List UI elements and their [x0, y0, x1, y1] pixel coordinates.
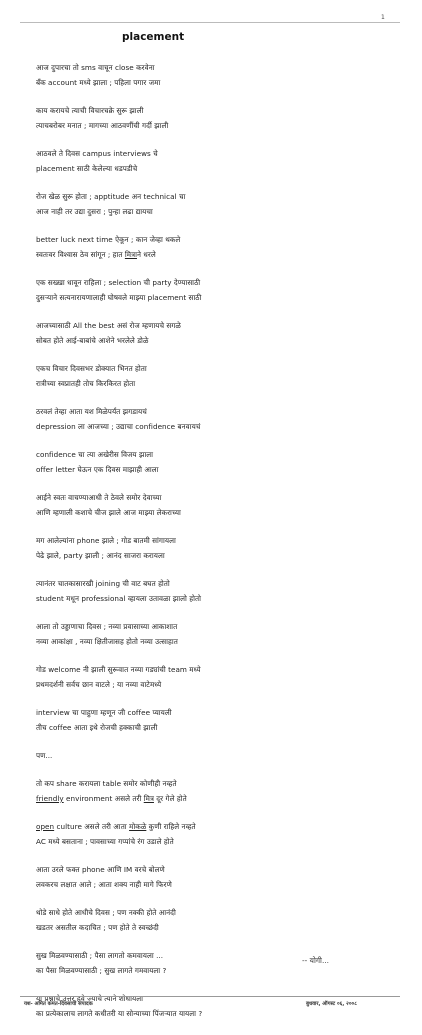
poem-line: थोडे साधे होते आधीचे दिवस ; पण नक्की होते आनंदी: [36, 907, 176, 917]
poem-line: बँक account मध्ये झाला ; पहिला पगार जमा: [36, 77, 161, 87]
poem-line: त्यानंतर चातकासारखी joining ची वाट बघत होतो: [36, 578, 170, 588]
poem-line: लवकरच लक्षात आले ; आता शक्य नाही मागे फिरणे: [36, 879, 172, 889]
poem-line: सुख मिळवण्यासाठी ; पैसा लागतो कमवायला ...: [36, 950, 164, 960]
poem-line: खडतर असतील कदाचित ; पण होते ते स्वच्छंदी: [36, 922, 159, 932]
stanza: [36, 61, 386, 91]
top-divider: [20, 22, 400, 23]
stanza: [36, 276, 386, 306]
page-number: 1: [381, 14, 385, 21]
stanza: [36, 863, 386, 893]
stanza: [36, 820, 386, 850]
poem-line: नव्या आकांक्षा , नव्या क्षितीजासह होतो नव्या उत्साहात: [36, 636, 178, 646]
stanza: [36, 147, 386, 177]
poem-line: आज दुपारचा तो sms वाचून close करवेना: [36, 63, 155, 72]
footer-date: बुधवार, ऑगस्ट ०६, २००८: [306, 1001, 357, 1007]
stanza: [36, 777, 386, 807]
stanza: [36, 749, 386, 764]
poem-line: एक सख्खा धावून राहिला ; selection ची party देण्यासाठी: [36, 277, 201, 287]
poem-line: आईने स्वतः वाचण्याआधी ते ठेवले समोर देवाच्या: [36, 492, 162, 502]
stanza: [36, 233, 386, 263]
poem-line: confidence चा त्या अखेरीस विजय झाला: [36, 449, 154, 459]
poem-line: offer letter घेऊन एक दिवस माझाही आला: [36, 464, 159, 474]
stanza: [36, 319, 386, 349]
stanza: [36, 620, 386, 650]
poem-line: आठवले ते दिवस campus interviews चे: [36, 148, 158, 158]
poem-line: आजच्यासाठी All the best असं रोज म्हणायचे सगळे: [36, 320, 181, 330]
poem-line: स्वतःवर विश्वास ठेव सांगून ; हात मित्राने धरले: [36, 249, 156, 259]
poem-line: रोज खेळ सुरू होता ; apptitude अन technical चा: [36, 191, 186, 201]
stanza: [36, 534, 386, 564]
stanza: [36, 448, 386, 478]
poem-line: या प्रश्नाचे उत्तर हवे ज्याचे त्याने शोधायला: [36, 993, 143, 1003]
author-signature: -- योगी...: [302, 956, 330, 965]
poem-line: आज नाही तर उद्या दुसरा ; पुन्हा लढा द्यायचा: [36, 206, 153, 216]
stanza: [36, 577, 386, 607]
poem-line: गोड welcome नी झाली सुरूवात नव्या गड्यांची team मध्ये: [36, 664, 201, 674]
poem-line: ठरवलं तेव्हा आता यश मिळेपर्यंत झगडायचं: [36, 406, 147, 416]
poem-line: आता उरले फक्त phone आणि IM वरचे बोलणे: [36, 864, 165, 874]
poem-line: depression ला आजच्या ; उद्याचा confidence बनवायचं: [36, 421, 201, 431]
poem-line: मग आलेल्यांना phone झाले ; गोड बातमी सांगायला: [36, 535, 176, 545]
poem-line: तीच coffee आता इथे रोजची हक्काची झाली: [36, 722, 158, 732]
poem-line: रात्रीच्या स्वप्नातही तोच किरकिरत होता: [36, 378, 136, 388]
poem-line: पण...: [36, 750, 53, 760]
stanza: [36, 104, 386, 134]
stanza: [36, 949, 386, 979]
poem-line: student मधून professional व्हायला उतावळा झालो होतो: [36, 593, 201, 603]
poem-line: AC मध्ये बसताना ; पावसाच्या गप्पांचे रंग उडाले होते: [36, 836, 174, 846]
poem-line: placement साठी केलेल्या धडपडीचे: [36, 163, 138, 173]
poem-line: friendly environment असले तरी मित्र दूर गेले होते: [36, 793, 187, 803]
poem-body: [36, 61, 386, 1035]
footer-left-text: यश- अमित कमत-दिवसाची संपादक: [24, 1001, 93, 1007]
poem-title: placement: [122, 31, 185, 43]
poem-line: better luck next time ऐकून ; कान जेव्हा थकले: [36, 234, 181, 244]
stanza: [36, 663, 386, 693]
stanza: [36, 190, 386, 220]
stanza: [36, 405, 386, 435]
poem-line: आणि म्हणाली कशाचे चीज झाले आज माझ्या लेकराच्या: [36, 507, 181, 517]
poem-line: आला तो उड्डाणाचा दिवस ; नव्या प्रवासाच्या आकाशात: [36, 621, 178, 631]
poem-line: दुसऱ्याने सत्यनारायणालाही घोषवले माझ्या placement साठी: [36, 292, 202, 302]
poem-line: एकच विचार दिवसभर डोक्यात भिनत होता: [36, 363, 147, 373]
poem-line: का पैसा मिळवण्यासाठी ; सुख लागते गमवायला ?: [36, 965, 167, 975]
stanza: [36, 906, 386, 936]
stanza: [36, 362, 386, 392]
poem-line: का प्रत्येकालाच लागते कधीतरी या सोन्याच्या पिंजऱ्यात यायला ?: [36, 1008, 203, 1018]
poem-line: सोबत होते आई-बाबांचे आशेने भरलेले डोळे: [36, 335, 149, 345]
poem-line: तो कप share करायला table समोर कोणीही नव्हते: [36, 778, 177, 788]
poem-line: प्रथमदर्शनी सर्वच छान वाटले ; या नव्या वाटेमध्ये: [36, 679, 162, 689]
stanza: [36, 491, 386, 521]
stanza: [36, 706, 386, 736]
poem-line: open culture असले तरी आता मोकळे कुणी राहिले नव्हते: [36, 821, 196, 831]
poem-line: त्याचबरोबर मनात ; मागच्या आठवणींची गर्दी झाली: [36, 120, 169, 130]
poem-line: काय करायचे त्याची विचारचक्रे सुरू झाली: [36, 105, 144, 115]
poem-line: पेढे झाले, party झाली ; आनंद साजरा करायला: [36, 550, 165, 560]
poem-line: interview चा पाहुणा म्हणून जी coffee प्यायली: [36, 707, 172, 717]
footer-divider: [20, 996, 400, 997]
